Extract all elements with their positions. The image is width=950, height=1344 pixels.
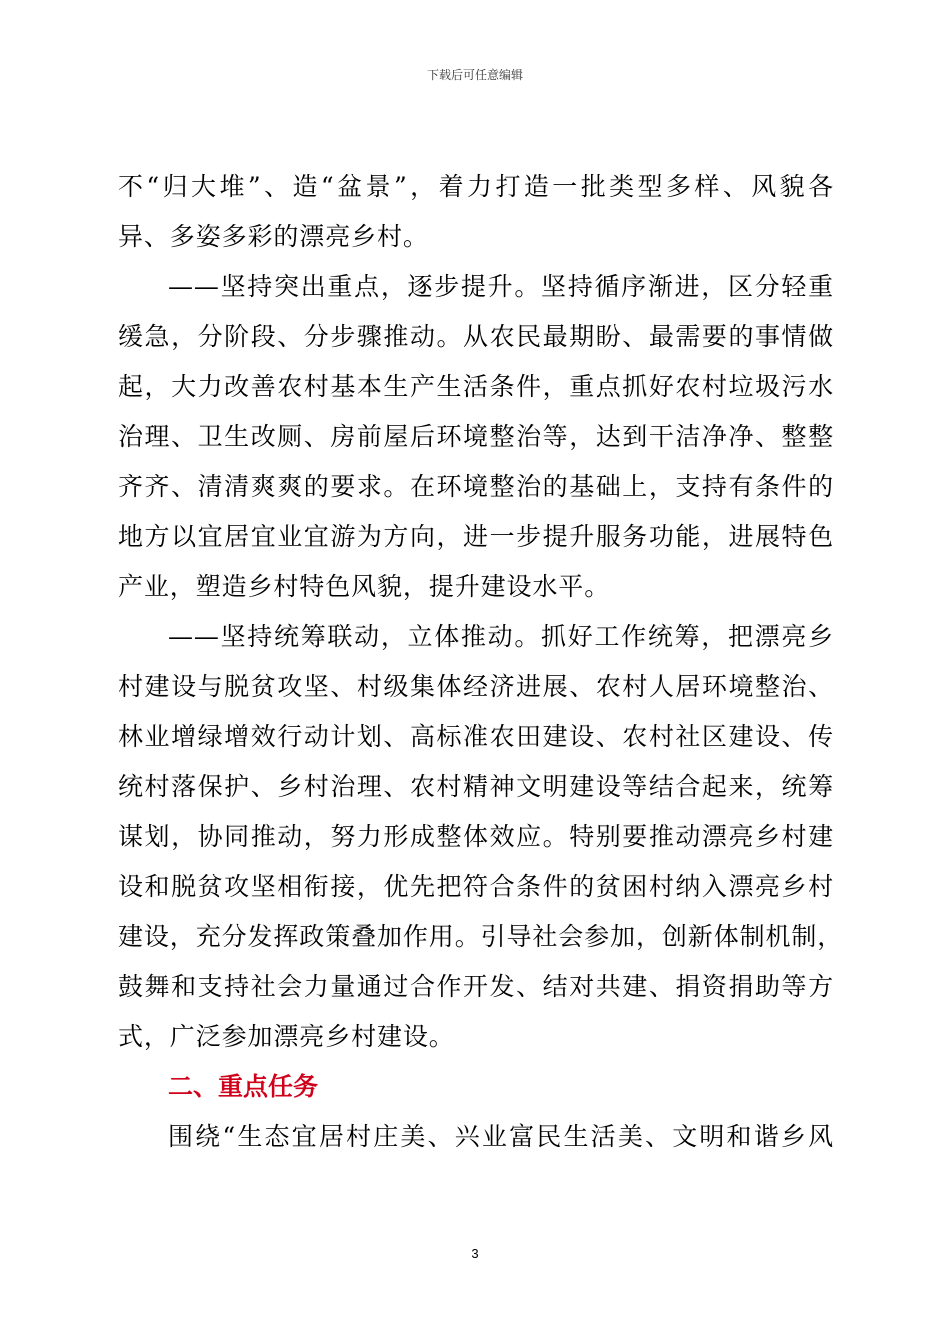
- text-line: 建设，充分发挥政策叠加作用。引导社会参加，创新体制机制，: [118, 922, 844, 951]
- text-line: 村建设与脱贫攻坚、村级集体经济进展、农村人居环境整治、: [118, 672, 834, 701]
- text-line: 不“归大堆”、造“盆景”，着力打造一批类型多样、风貌各: [118, 172, 834, 201]
- text-line: 异、多姿多彩的漂亮乡村。: [118, 222, 429, 251]
- page-number: 3: [471, 1246, 479, 1261]
- text-line: 起，大力改善农村基本生产生活条件，重点抓好农村垃圾污水: [118, 372, 834, 401]
- document-body: [118, 162, 844, 1162]
- text-line: ——坚持突出重点，逐步提升。坚持循序渐进，区分轻重: [168, 272, 834, 301]
- text-line: 统村落保护、乡村治理、农村精神文明建设等结合起来，统筹: [118, 772, 834, 801]
- text-line: 地方以宜居宜业宜游为方向，进一步提升服务功能，进展特色: [118, 522, 834, 551]
- text-line: 围绕“生态宜居村庄美、兴业富民生活美、文明和谐乡风: [168, 1122, 834, 1151]
- header-note: 下载后可任意编辑: [426, 68, 523, 82]
- text-line: 鼓舞和支持社会力量通过合作开发、结对共建、捐资捐助等方: [118, 972, 834, 1001]
- section-heading: 二、重点任务: [168, 1072, 319, 1101]
- text-line: ——坚持统筹联动，立体推动。抓好工作统筹，把漂亮乡: [168, 622, 834, 651]
- text-line: 谋划，协同推动，努力形成整体效应。特别要推动漂亮乡村建: [118, 822, 834, 851]
- text-line: 设和脱贫攻坚相衔接，优先把符合条件的贫困村纳入漂亮乡村: [118, 872, 834, 901]
- text-line: 齐齐、清清爽爽的要求。在环境整治的基础上，支持有条件的: [118, 472, 834, 501]
- text-line: 式，广泛参加漂亮乡村建设。: [118, 1022, 455, 1051]
- text-line: 治理、卫生改厕、房前屋后环境整治等，达到干洁净净、整整: [118, 422, 834, 451]
- text-line: 林业增绿增效行动计划、高标准农田建设、农村社区建设、传: [118, 722, 834, 751]
- text-line: 缓急，分阶段、分步骤推动。从农民最期盼、最需要的事情做: [118, 322, 834, 351]
- text-line: 产业，塑造乡村特色风貌，提升建设水平。: [118, 572, 611, 601]
